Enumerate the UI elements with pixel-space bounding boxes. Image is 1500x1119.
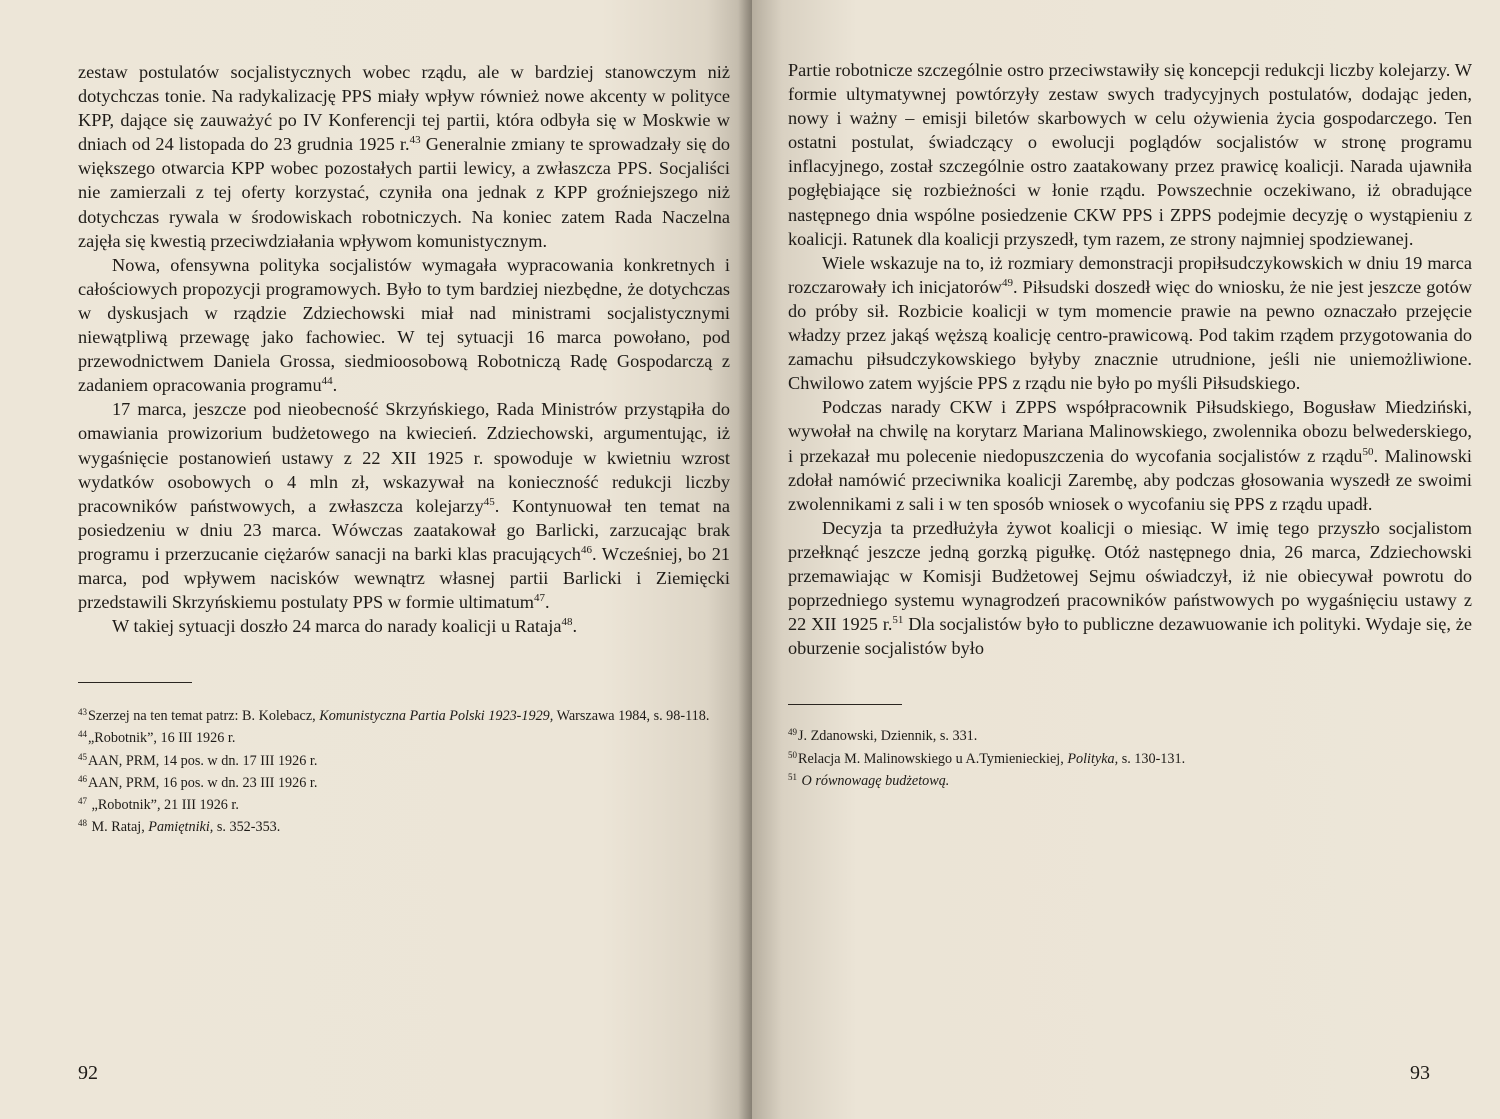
footnote bbox=[788, 725, 1472, 747]
footnote bbox=[78, 750, 730, 772]
text-run: Relacja M. Malinowskiego u A.Tymienieckiej, bbox=[798, 750, 1068, 767]
text-run: . Malinowski zdołał namówić przeciwnika koalicji Zarembę, aby podczas głosowania wyszedł ze swoimi zwolennikami z sali i w ten sposób wniosek o wycofaniu się PPS z rządu upadł. bbox=[788, 445, 1472, 514]
text-run: AAN, PRM, 14 pos. w dn. 17 III 1926 r. bbox=[88, 752, 318, 769]
footnote-separator bbox=[788, 704, 902, 705]
right-page-body bbox=[788, 58, 1472, 660]
footnote-ref: 44 bbox=[78, 729, 87, 740]
paragraph bbox=[788, 251, 1472, 396]
paragraph bbox=[78, 397, 730, 614]
footnote-ref: 51 bbox=[788, 771, 797, 782]
text-run: . Kontynuował ten temat na posiedzeniu w dniu 23 marca. Wówczas zaatakował go Barlicki, zarzucając brak programu i przerzucanie ciężarów sanacji na barki klas pracujących bbox=[78, 495, 730, 564]
footnote bbox=[78, 727, 730, 749]
text-run: M. Rataj, bbox=[88, 819, 149, 836]
paragraph bbox=[788, 395, 1472, 515]
text-run: J. Zdanowski, Dziennik, s. 331. bbox=[798, 728, 978, 745]
text-run: . bbox=[572, 616, 578, 637]
paragraph bbox=[78, 253, 730, 398]
text-run: Podczas narady CKW i ZPPS współpracownik Piłsudskiego, Bogusław Miedziński, wywołał na chwilę na korytarz Mariana Malinowskiego, zwolennika obozu belwederskiego, i przekazał mu polecenie niedopuszczenia do wycofania socjalistów z rządu bbox=[788, 397, 1472, 466]
footnote-ref: 50 bbox=[1362, 445, 1374, 458]
footnote-ref: 45 bbox=[483, 495, 495, 508]
footnote-ref: 49 bbox=[788, 727, 797, 738]
italic-text: O równowagę budżetową. bbox=[798, 772, 950, 789]
left-page-body bbox=[78, 60, 730, 638]
text-run: s. 352-353. bbox=[213, 819, 281, 836]
footnote bbox=[788, 748, 1472, 770]
footnote-ref: 51 bbox=[892, 614, 904, 627]
text-run: „Robotnik”, 16 III 1926 r. bbox=[88, 730, 236, 747]
footnote-ref: 50 bbox=[788, 749, 797, 760]
text-run: . bbox=[544, 592, 550, 613]
page-number: 93 bbox=[1410, 1062, 1430, 1084]
footnote bbox=[78, 705, 730, 727]
text-run: Wiele wskazuje na to, iż rozmiary demonstracji propiłsudczykowskich w dniu 19 marca rozczarowały ich inicjatorów bbox=[788, 252, 1472, 297]
text-run: . Wcześniej, bo 21 marca, pod wpływem nacisków wewnątrz własnej partii Barlicki i Ziemięcki przedstawili Skrzyńskiemu postulaty PPS w formie ultimatum bbox=[78, 543, 730, 613]
footnote bbox=[788, 770, 1472, 792]
text-run: W takiej sytuacji doszło 24 marca do narady koalicji u Rataja bbox=[112, 616, 562, 637]
footnote-ref: 48 bbox=[78, 818, 87, 829]
right-page bbox=[752, 0, 1500, 1119]
footnote-ref: 47 bbox=[533, 592, 545, 605]
left-page-footnotes bbox=[78, 705, 730, 838]
text-run: zestaw postulatów socjalistycznych wobec rządu, ale w bardziej stanowczym niż dotychczas tonie. Na radykalizację PPS miały wpływ również nowe akcenty w polityce KPP, dające się zauważyć po IV Konferencji tej partii, która odbyła się w Moskwie w dniach od 24 listopada do 23 grudnia 1925 r. bbox=[78, 62, 730, 155]
paragraph bbox=[78, 614, 730, 638]
footnote-ref: 48 bbox=[561, 616, 573, 629]
footnote-ref: 49 bbox=[1002, 276, 1013, 289]
text-run: . bbox=[332, 375, 338, 396]
text-run: . Piłsudski doszedł więc do wniosku, że nie jest jeszcze gotów do próby sił. Rozbicie koalicji w tym momencie prawie na pewno oznaczało przejęcie władzy przez jakąś węższą koalicję centro-prawicową. Pod takim rządem przygotowania do zamachu piłsudczykowskiego byłyby znacznie utrudnione, jeśli nie uniemożliwione. Chwilowo zatem wyjście PPS z rządu nie było po myśli Piłsudskiego. bbox=[788, 276, 1472, 394]
paragraph bbox=[78, 60, 730, 253]
right-page-footnotes bbox=[788, 725, 1472, 792]
italic-text: Komunistyczna Partia Polski 1923-1929, bbox=[319, 708, 554, 725]
text-run: Szerzej na ten temat patrz: B. Kolebacz, bbox=[88, 708, 320, 725]
paragraph bbox=[788, 58, 1472, 251]
paragraph bbox=[788, 516, 1472, 661]
text-run: Warszawa 1984, s. 98-118. bbox=[553, 708, 710, 725]
footnote bbox=[78, 772, 730, 794]
text-run: 17 marca, jeszcze pod nieobecność Skrzyńskiego, Rada Ministrów przystąpiła do omawiania prowizorium budżetowego na kwiecień. Zdziechowski, argumentując, iż wygaśnięcie postanowień ustawy z 22 XII 1925 r. spowoduje w kwietniu wzrost wydatków osobowych o 4 mln zł, wskazywał na konieczność redukcji liczby pracowników państwowych, a zwłaszcza kolejarzy bbox=[78, 399, 730, 516]
footnote-ref: 43 bbox=[78, 707, 87, 718]
footnote-ref: 45 bbox=[78, 751, 87, 762]
italic-text: Polityka, bbox=[1067, 750, 1119, 767]
text-run: Partie robotnicze szczególnie ostro przeciwstawiły się koncepcji redukcji liczby kolejarzy. W formie ultymatywnej powtórzyły zestaw swych tradycyjnych postulatów, dodając jeden, nowy i ważny – emisji biletów skarbowych w celu ożywienia życia gospodarczego. Ten ostatni postulat, świadczący o ewolucji poglądów socjalistów w stronę programu inflacyjnego, został szczególnie ostro zaatakowany przez prawicę koalicji. Narada ujawniła pogłębiające się rozbieżności w łonie rządu. Powszechnie oczekiwano, iż obradujące następnego dnia wspólne posiedzenie CKW PPS i ZPPS podejmie decyzję o wystąpieniu z koalicji. Ratunek dla koalicji przyszedł, tym razem, ze strony najmniej spodziewanej. bbox=[788, 60, 1472, 249]
footnote bbox=[78, 794, 730, 816]
text-run: Dla socjalistów było to publiczne dezawuowanie ich polityki. Wydaje się, że oburzenie socjalistów było bbox=[788, 614, 1472, 659]
text-run: Generalnie zmiany te sprowadzały się do większego otwarcia KPP wobec pozostałych partii lewicy, a zwłaszcza PPS. Socjaliści nie zamierzali z tej oferty korzystać, czyniła ona jednak z KPP groźniejszego niż dotychczas rywala w środowiskach robotniczych. Na koniec zatem Rada Naczelna zajęła się kwestią przeciwdziałania wpływom komunistycznym. bbox=[78, 134, 730, 251]
text-run: Nowa, ofensywna polityka socjalistów wymagała wypracowania konkretnych i całościowych propozycji programowych. Było to tym bardziej niezbędne, że dotychczas w dyskusjach w rządzie Zdziechowski miał nad ministrami socjalistycznymi niewątpliwą przewagę jako fachowiec. W tej sytuacji 16 marca powołano, pod przewodnictwem Daniela Grossa, siedmioosobową Robotniczą Radę Gospodarczą z zadaniem opracowania programu bbox=[78, 254, 730, 396]
text-run: „Robotnik”, 21 III 1926 r. bbox=[88, 797, 239, 814]
footnote-separator bbox=[78, 682, 192, 683]
italic-text: Pamiętniki, bbox=[148, 819, 214, 836]
footnote bbox=[78, 816, 730, 838]
page-number: 92 bbox=[78, 1062, 98, 1084]
text-run: s. 130-131. bbox=[1118, 750, 1186, 767]
footnote-ref: 47 bbox=[78, 796, 87, 807]
text-run: Decyzja ta przedłużyła żywot koalicji o miesiąc. W imię tego przyszło socjalistom przełknąć jeszcze jedną gorzką pigułkę. Otóż następnego dnia, 26 marca, Zdziechowski przemawiając w Komisji Budżetowej Sejmu oświadczył, iż nie obiecywał powrotu do poprzedniego systemu wynagrodzeń pracowników państwowych po wygaśnięciu ustawy z 22 XII 1925 r. bbox=[788, 517, 1472, 635]
footnote-ref: 43 bbox=[409, 134, 421, 147]
footnote-ref: 46 bbox=[78, 773, 87, 784]
text-run: AAN, PRM, 16 pos. w dn. 23 III 1926 r. bbox=[88, 774, 318, 791]
footnote-ref: 44 bbox=[321, 375, 333, 388]
footnote-ref: 46 bbox=[580, 543, 592, 556]
